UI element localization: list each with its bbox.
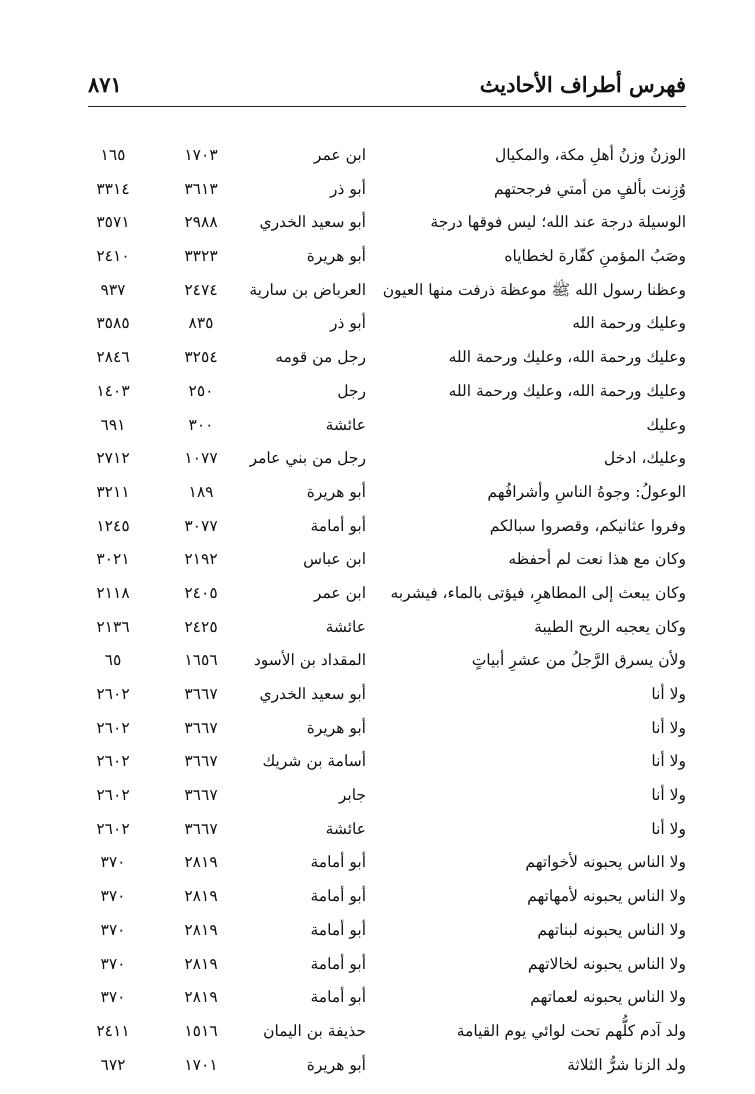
hadith-text: ولا أنا <box>651 752 686 771</box>
hadith-text: ولا الناس يحبونه لبناتهم <box>537 920 686 939</box>
hadith-number: ٢٥٠ <box>188 381 214 400</box>
hadith-number: ٢٨١٩ <box>184 920 218 939</box>
page-title: فهرس أطراف الأحاديث <box>479 72 686 97</box>
hadith-text: ولد الزنا شرُّ الثلاثة <box>567 1055 686 1074</box>
index-entry <box>88 780 686 814</box>
page-reference: ٦٩١ <box>100 415 126 434</box>
index-entry <box>88 612 686 646</box>
hadith-number: ١٨٩ <box>188 482 214 501</box>
hadith-text: وكان مع هذا نعت لم أحفظه <box>508 550 686 569</box>
narrator-name: أبو هريرة <box>306 482 366 501</box>
page-reference: ٣٠٢١ <box>96 550 130 569</box>
index-entry <box>88 1016 686 1050</box>
hadith-number: ١٥١٦ <box>184 1021 218 1040</box>
narrator-name: أبو سعيد الخدري <box>259 685 366 703</box>
index-entry <box>88 881 686 915</box>
index-entry <box>88 376 686 410</box>
hadith-text: وعظنا رسول الله ﷺ موعظة ذرفت منها العيون <box>382 280 686 299</box>
index-entry <box>88 949 686 983</box>
page-reference: ١٢٤٥ <box>96 516 130 535</box>
narrator-name: عائشة <box>325 819 366 838</box>
hadith-text: ولأن يسرق الرَّجلُ من عشرِ أبياتٍ <box>471 651 686 670</box>
index-entry <box>88 140 686 174</box>
page-reference: ٣٧٠ <box>100 920 126 939</box>
page-reference: ٣٣١٤ <box>96 179 130 198</box>
page-reference: ٢٤١٠ <box>96 247 130 266</box>
hadith-number: ٢٨١٩ <box>184 853 218 872</box>
page-reference: ٣٧٠ <box>100 988 126 1007</box>
hadith-text: ولا أنا <box>651 786 686 805</box>
index-entry <box>88 443 686 477</box>
hadith-number: ١٧٠١ <box>184 1055 218 1074</box>
narrator-name: رجل من بني عامر <box>249 449 366 468</box>
hadith-number: ٣٢٥٤ <box>184 348 218 367</box>
index-entry <box>88 410 686 444</box>
narrator-name: أبو هريرة <box>306 247 366 266</box>
index-entry <box>88 511 686 545</box>
narrator-name: جابر <box>338 786 366 805</box>
page-reference: ٢٧١٢ <box>96 449 130 468</box>
hadith-text: ولا أنا <box>651 819 686 838</box>
narrator-name: عائشة <box>325 617 366 636</box>
page-header <box>88 62 686 107</box>
hadith-text: ولد آدم كلُّهم تحت لوائي يوم القيامة <box>456 1021 686 1040</box>
narrator-name: ابن عمر <box>313 583 366 602</box>
hadith-text: وعليك ورحمة الله، وعليك ورحمة الله <box>448 381 686 400</box>
page-reference: ٣٥٧١ <box>96 213 130 232</box>
book-page <box>88 62 686 1072</box>
page-reference: ٩٣٧ <box>100 280 126 299</box>
index-entry <box>88 308 686 342</box>
narrator-name: أبو أمامة <box>310 887 366 906</box>
hadith-text: وكان يعجبه الريح الطيبة <box>534 617 686 636</box>
narrator-name: أبو أمامة <box>310 954 366 973</box>
index-entry <box>88 477 686 511</box>
hadith-number: ٢٤٢٥ <box>184 617 218 636</box>
hadith-number: ١٧٠٣ <box>184 146 218 164</box>
hadith-number: ٣٠٧٧ <box>184 516 218 535</box>
index-entry <box>88 275 686 309</box>
hadith-text: ولا الناس يحبونه لعماتهم <box>530 988 686 1007</box>
hadith-text: الوعولُ: وجوهُ الناسِ وأشرافُهم <box>487 482 686 501</box>
hadith-number: ٢١٩٢ <box>184 550 218 569</box>
index-entry <box>88 207 686 241</box>
narrator-name: حذيفة بن اليمان <box>263 1021 366 1040</box>
index-entry <box>88 578 686 612</box>
hadith-number: ٢٨١٩ <box>184 887 218 906</box>
hadith-number: ٣٣٢٣ <box>184 247 218 266</box>
index-entry <box>88 679 686 713</box>
index-entry <box>88 645 686 679</box>
narrator-name: أبو ذر <box>330 314 366 333</box>
narrator-name: أبو أمامة <box>310 920 366 939</box>
page-reference: ٣٧٠ <box>100 853 126 872</box>
hadith-text: ولا أنا <box>651 718 686 737</box>
hadith-number: ٣٦٦٧ <box>184 752 218 771</box>
hadith-text: وعليك، ادخل <box>603 449 686 468</box>
page-reference: ٢٨٤٦ <box>96 348 130 367</box>
hadith-index-list <box>88 140 686 1083</box>
hadith-number: ١٠٧٧ <box>184 449 218 468</box>
hadith-number: ٣٦٦٧ <box>184 685 218 703</box>
hadith-number: ٢٨١٩ <box>184 988 218 1007</box>
hadith-text: ولا الناس يحبونه لخالاتهم <box>527 954 686 973</box>
index-entry <box>88 342 686 376</box>
hadith-text: وكان يبعث إلى المطاهرِ، فيؤتى بالماء، فيشربه <box>390 583 686 602</box>
narrator-name: ابن عباس <box>303 550 366 569</box>
narrator-name: العرباض بن سارية <box>249 280 366 299</box>
narrator-name: رجل من قومه <box>275 348 366 367</box>
page-reference: ١٤٠٣ <box>96 381 130 400</box>
hadith-number: ١٦٥٦ <box>184 651 218 670</box>
narrator-name: أبو أمامة <box>310 988 366 1007</box>
narrator-name: أبو سعيد الخدري <box>259 213 366 232</box>
index-entry <box>88 746 686 780</box>
hadith-number: ٨٣٥ <box>188 314 214 333</box>
hadith-text: ولا الناس يحبونه لأمهاتهم <box>527 887 686 906</box>
page-reference: ٣٢١١ <box>96 482 130 501</box>
hadith-number: ٢٩٨٨ <box>184 213 218 232</box>
index-entry <box>88 982 686 1016</box>
page-reference: ٢٦٠٢ <box>96 786 130 805</box>
page-reference: ٢٦٠٢ <box>96 685 130 703</box>
index-entry <box>88 544 686 578</box>
hadith-text: وفروا عثانيكم، وقصروا سبالكم <box>489 516 686 535</box>
index-entry <box>88 713 686 747</box>
hadith-number: ٢٤٧٤ <box>184 280 218 299</box>
hadith-text: وعليك ورحمة الله، وعليك ورحمة الله <box>448 348 686 367</box>
hadith-number: ٢٤٠٥ <box>184 583 218 602</box>
hadith-number: ٣٠٠ <box>188 415 214 434</box>
hadith-number: ٢٨١٩ <box>184 954 218 973</box>
page-reference: ٣٥٨٥ <box>96 314 130 333</box>
hadith-text: وعليك <box>646 415 686 434</box>
page-reference: ٦٥ <box>104 651 122 670</box>
narrator-name: أسامة بن شريك <box>262 752 366 771</box>
page-reference: ٣٧٠ <box>100 887 126 906</box>
narrator-name: ابن عمر <box>313 146 366 164</box>
page-reference: ٣٧٠ <box>100 954 126 973</box>
hadith-number: ٣٦٦٧ <box>184 786 218 805</box>
page-reference: ٢١٣٦ <box>96 617 130 636</box>
hadith-text: الوزنُ وزنُ أهلِ مكة، والمكيال <box>494 146 686 164</box>
narrator-name: أبو هريرة <box>306 1055 366 1074</box>
narrator-name: أبو هريرة <box>306 718 366 737</box>
narrator-name: أبو ذر <box>330 179 366 198</box>
hadith-number: ٣٦١٣ <box>184 179 218 198</box>
index-entry <box>88 847 686 881</box>
page-reference: ٢١١٨ <box>96 583 130 602</box>
hadith-text: وصَبُ المؤمنِ كفّارة لخطاياه <box>504 247 686 266</box>
hadith-text: وعليك ورحمة الله <box>572 314 686 333</box>
narrator-name: أبو أمامة <box>310 853 366 872</box>
page-number: ٨٧١ <box>88 72 122 97</box>
narrator-name: المقداد بن الأسود <box>253 651 366 670</box>
index-entry <box>88 241 686 275</box>
page-reference: ٢٦٠٢ <box>96 718 130 737</box>
hadith-text: ولا أنا <box>651 685 686 703</box>
page-reference: ١٦٥ <box>100 146 126 164</box>
hadith-text: الوسيلة درجة عند الله؛ ليس فوقها درجة <box>430 213 686 232</box>
hadith-number: ٣٦٦٧ <box>184 819 218 838</box>
hadith-text: وُزِنت بألفٍ من أمتي فرجحتهم <box>493 179 686 198</box>
page-reference: ٢٤١١ <box>96 1021 130 1040</box>
narrator-name: عائشة <box>325 415 366 434</box>
index-entry <box>88 1050 686 1084</box>
hadith-text: ولا الناس يحبونه لأخواتهم <box>525 853 686 872</box>
page-reference: ٢٦٠٢ <box>96 752 130 771</box>
page-reference: ٦٧٢ <box>100 1055 126 1074</box>
page-reference: ٢٦٠٢ <box>96 819 130 838</box>
hadith-number: ٣٦٦٧ <box>184 718 218 737</box>
narrator-name: رجل <box>337 381 366 400</box>
index-entry <box>88 915 686 949</box>
index-entry <box>88 174 686 208</box>
index-entry <box>88 814 686 848</box>
narrator-name: أبو أمامة <box>310 516 366 535</box>
